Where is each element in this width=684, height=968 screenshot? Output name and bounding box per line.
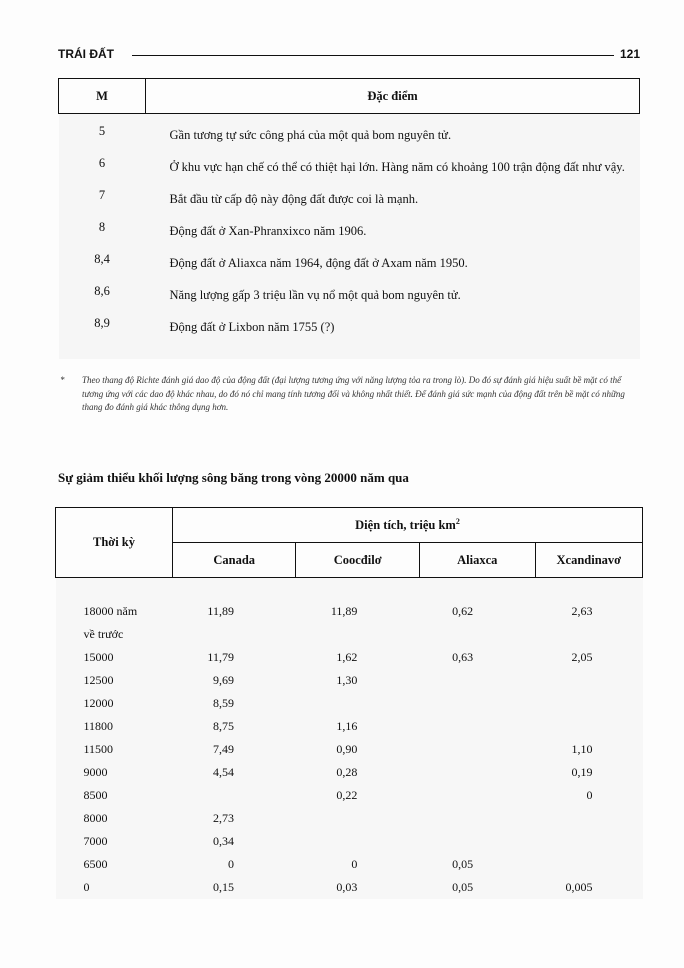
value-cell-xcandinavo bbox=[535, 623, 642, 646]
value-cell-canada: 11,89 bbox=[207, 604, 234, 618]
description-cell: Động đất ở Aliaxca năm 1964, động đất ở Axam năm 1950. bbox=[169, 256, 468, 270]
value-cell-canada: 4,54 bbox=[212, 765, 234, 779]
value-cell-coocdilo bbox=[296, 807, 419, 830]
value-cell-xcandinavo: 0,19 bbox=[571, 765, 593, 779]
value-cell-canada: 9,69 bbox=[212, 673, 234, 687]
value-cell-aliaxca: 0,63 bbox=[452, 650, 474, 664]
value-cell-coocdilo bbox=[296, 692, 419, 715]
magnitude-header: M bbox=[59, 79, 146, 114]
table-row bbox=[59, 247, 640, 279]
value-cell-xcandinavo bbox=[535, 715, 642, 738]
area-group-header bbox=[173, 508, 643, 543]
period-cell: 8000 bbox=[83, 811, 108, 825]
value-cell-xcandinavo: 2,05 bbox=[571, 650, 593, 664]
period-cell: về trước bbox=[83, 627, 124, 641]
magnitude-cell: 8 bbox=[98, 220, 106, 234]
value-cell-coocdilo: 0,28 bbox=[336, 765, 358, 779]
footnote-mark: * bbox=[60, 375, 65, 385]
table-row bbox=[56, 830, 643, 853]
value-cell-coocdilo bbox=[296, 830, 419, 853]
value-cell-canada: 0 bbox=[227, 857, 234, 871]
value-cell-coocdilo: 0,22 bbox=[336, 788, 358, 802]
description-header: Đặc điểm bbox=[146, 79, 640, 114]
table-row bbox=[56, 738, 643, 761]
table-row bbox=[56, 692, 643, 715]
table-spacer bbox=[59, 343, 640, 359]
table-row bbox=[56, 876, 643, 899]
value-cell-canada bbox=[173, 784, 296, 807]
value-cell-aliaxca bbox=[419, 784, 535, 807]
value-cell-coocdilo: 0,90 bbox=[336, 742, 358, 756]
period-cell: 6500 bbox=[83, 857, 108, 871]
value-cell-aliaxca bbox=[419, 623, 535, 646]
period-cell: 12000 bbox=[83, 696, 114, 710]
value-cell-canada: 8,59 bbox=[212, 696, 234, 710]
value-cell-aliaxca: 0,05 bbox=[452, 857, 474, 871]
period-cell: 18000 năm bbox=[83, 604, 138, 618]
value-cell-canada: 7,49 bbox=[212, 742, 234, 756]
value-cell-xcandinavo bbox=[535, 669, 642, 692]
value-cell-xcandinavo: 0,005 bbox=[565, 880, 593, 894]
period-cell: 11500 bbox=[83, 742, 114, 756]
table-row bbox=[56, 646, 643, 669]
chapter-title: TRÁI ĐẤT bbox=[58, 47, 114, 61]
section-title: Sự giảm thiểu khối lượng sông băng trong vòng 20000 năm qua bbox=[58, 470, 409, 485]
value-cell-canada: 0,34 bbox=[212, 834, 234, 848]
table-row bbox=[56, 623, 643, 646]
description-cell: Ở khu vực hạn chế có thể có thiệt hại lớn. Hàng năm có khoảng 100 trận động đất như vậy. bbox=[169, 160, 625, 174]
value-cell-coocdilo bbox=[296, 623, 419, 646]
area-unit-superscript: 2 bbox=[455, 516, 460, 526]
period-cell: 8500 bbox=[83, 788, 108, 802]
value-cell-xcandinavo bbox=[535, 807, 642, 830]
column-header-aliaxca: Aliaxca bbox=[419, 543, 535, 578]
magnitude-cell: 8,4 bbox=[94, 252, 110, 266]
value-cell-xcandinavo: 1,10 bbox=[571, 742, 593, 756]
table-row bbox=[59, 279, 640, 311]
column-header-coocdilo: Coocđilơ bbox=[296, 543, 419, 578]
value-cell-aliaxca bbox=[419, 830, 535, 853]
header-rule bbox=[132, 55, 614, 56]
magnitude-cell: 5 bbox=[98, 124, 106, 138]
table-row bbox=[59, 215, 640, 247]
value-cell-xcandinavo: 0 bbox=[586, 788, 593, 802]
value-cell-aliaxca bbox=[419, 807, 535, 830]
table-row bbox=[56, 715, 643, 738]
table-row bbox=[59, 114, 640, 152]
magnitude-cell: 8,6 bbox=[94, 284, 110, 298]
value-cell-canada: 0,15 bbox=[212, 880, 234, 894]
period-cell: 0 bbox=[83, 880, 90, 894]
table-row bbox=[56, 853, 643, 876]
value-cell-aliaxca bbox=[419, 738, 535, 761]
period-header: Thời kỳ bbox=[56, 508, 173, 578]
period-cell: 7000 bbox=[83, 834, 108, 848]
value-cell-xcandinavo bbox=[535, 692, 642, 715]
value-cell-coocdilo: 11,89 bbox=[330, 604, 358, 618]
period-cell: 9000 bbox=[83, 765, 108, 779]
glacier-area-table bbox=[55, 507, 643, 899]
value-cell-canada: 11,79 bbox=[207, 650, 234, 664]
value-cell-canada bbox=[173, 623, 296, 646]
description-cell: Gần tương tự sức công phá của một quả bom nguyên tử. bbox=[169, 128, 452, 142]
value-cell-aliaxca: 0,05 bbox=[452, 880, 474, 894]
column-header-xcandinavo: Xcandinavơ bbox=[535, 543, 642, 578]
value-cell-coocdilo: 0,03 bbox=[336, 880, 358, 894]
footnote bbox=[60, 374, 642, 415]
value-cell-canada: 2,73 bbox=[212, 811, 234, 825]
magnitude-cell: 7 bbox=[98, 188, 106, 202]
table-row bbox=[56, 669, 643, 692]
running-header bbox=[58, 47, 640, 65]
period-cell: 12500 bbox=[83, 673, 114, 687]
value-cell-xcandinavo: 2,63 bbox=[571, 604, 593, 618]
table-row bbox=[56, 784, 643, 807]
period-cell: 15000 bbox=[83, 650, 114, 664]
footnote-text: Theo thang độ Richte đánh giá dao độ của động đất (đại lượng tương ứng với năng lượng tỏa ra trong lò). Do đó sự đánh giá hiệu suất bề mặt có thể tương ứng với các dao độ khác nhau, do đó nó chỉ mang tính tương đối và không nhất thiết. Để đánh giá sức mạnh của động đất trên bề mặt có những thang đo đánh giá khác thông dụng hơn. bbox=[82, 375, 625, 412]
description-cell: Động đất ở Xan-Phranxixco năm 1906. bbox=[169, 224, 367, 238]
value-cell-coocdilo: 1,30 bbox=[336, 673, 358, 687]
description-cell: Bắt đầu từ cấp độ này động đất được coi là mạnh. bbox=[169, 192, 419, 206]
magnitude-cell: 8,9 bbox=[94, 316, 110, 330]
table-row bbox=[56, 761, 643, 784]
table-row bbox=[59, 311, 640, 343]
description-cell: Năng lượng gấp 3 triệu lần vụ nổ một quả bom nguyên tử. bbox=[169, 288, 461, 302]
table-row bbox=[59, 183, 640, 215]
value-cell-coocdilo: 1,16 bbox=[336, 719, 358, 733]
table-row bbox=[56, 600, 643, 623]
value-cell-aliaxca bbox=[419, 715, 535, 738]
value-cell-coocdilo: 0 bbox=[351, 857, 358, 871]
value-cell-xcandinavo bbox=[535, 830, 642, 853]
value-cell-aliaxca: 0,62 bbox=[452, 604, 474, 618]
period-cell: 11800 bbox=[83, 719, 114, 733]
value-cell-canada: 8,75 bbox=[212, 719, 234, 733]
value-cell-aliaxca bbox=[419, 692, 535, 715]
value-cell-coocdilo: 1,62 bbox=[336, 650, 358, 664]
value-cell-aliaxca bbox=[419, 669, 535, 692]
value-cell-aliaxca bbox=[419, 761, 535, 784]
description-cell: Động đất ở Lixbon năm 1755 (?) bbox=[169, 320, 335, 334]
column-header-canada: Canada bbox=[173, 543, 296, 578]
table-row bbox=[56, 807, 643, 830]
area-group-label: Diện tích, triệu km bbox=[355, 518, 456, 533]
page-number: 121 bbox=[619, 47, 640, 61]
table-spacer bbox=[56, 578, 643, 601]
richter-scale-table bbox=[58, 78, 640, 359]
table-row bbox=[59, 151, 640, 183]
value-cell-xcandinavo bbox=[535, 853, 642, 876]
magnitude-cell: 6 bbox=[98, 156, 106, 170]
